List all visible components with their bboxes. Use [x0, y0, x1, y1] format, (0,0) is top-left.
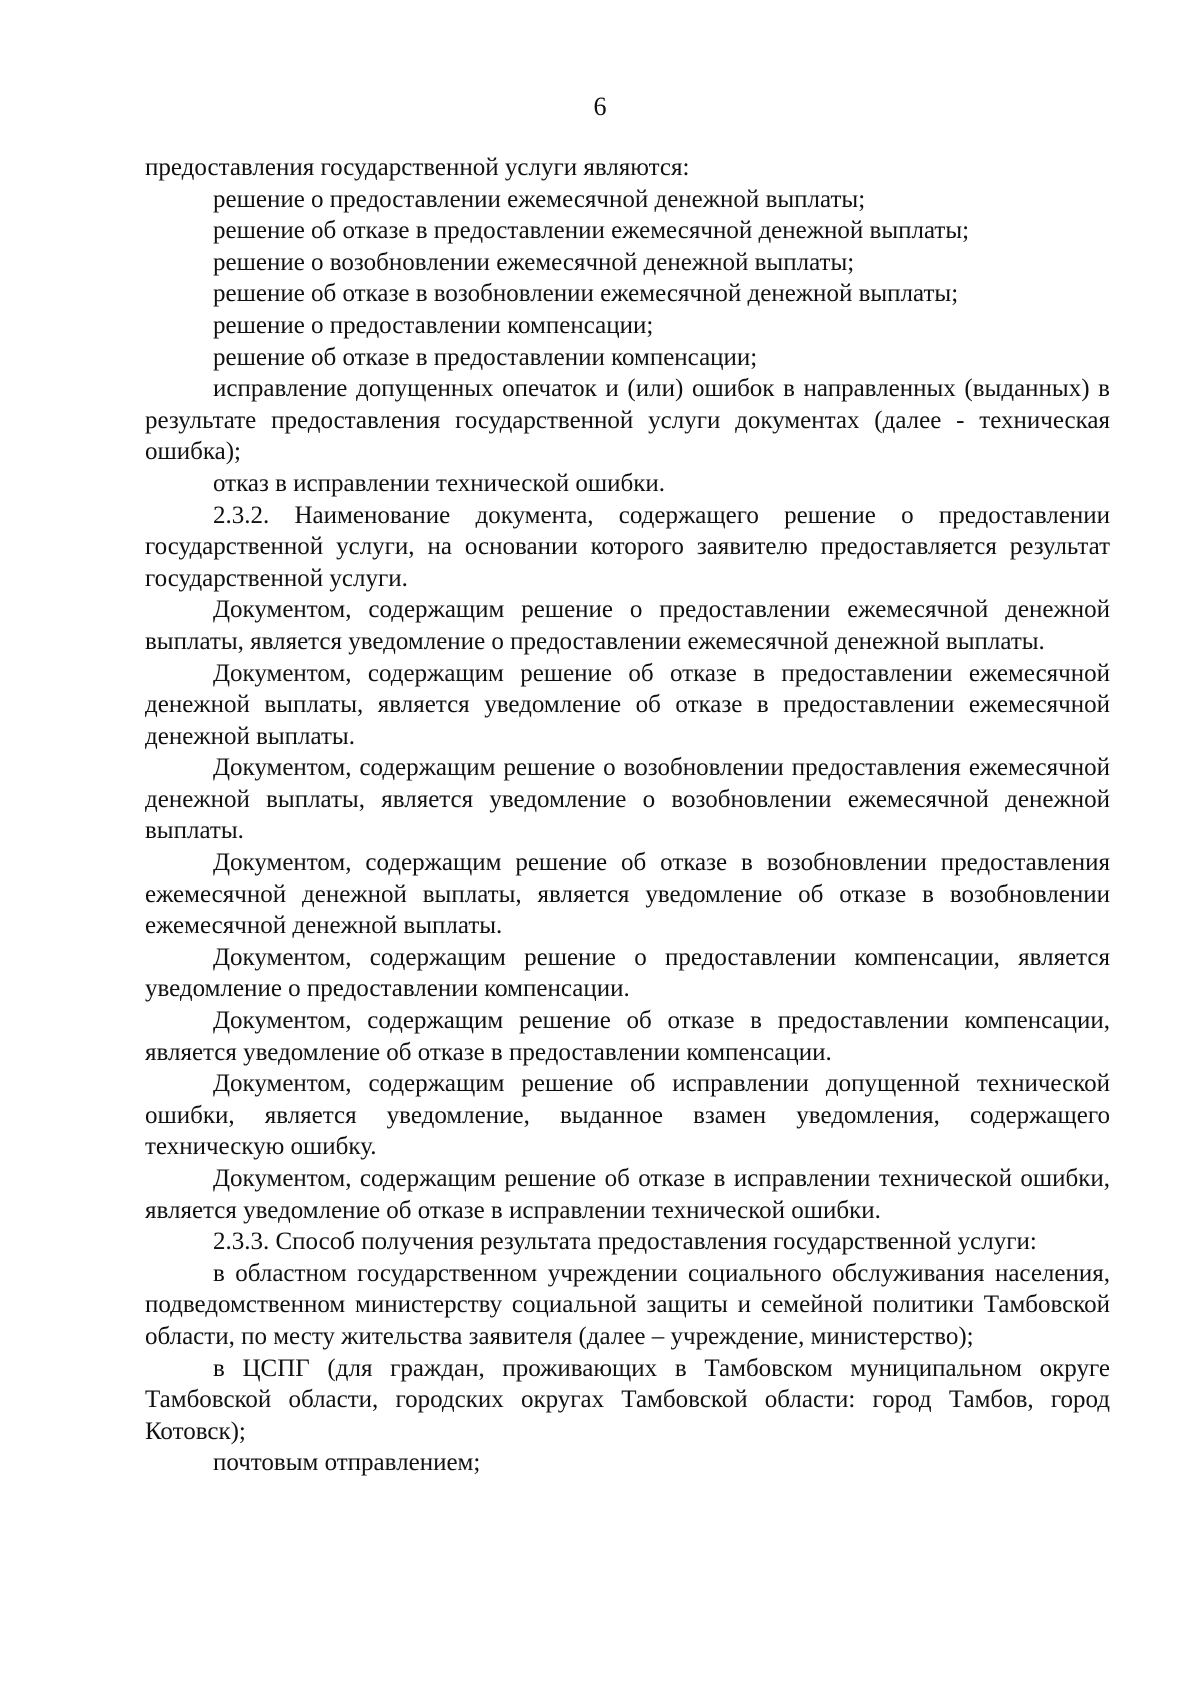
paragraph: Документом, содержащим решение об отказе в предоставлении ежемесячной денежной выплаты, является уведомление об отказе в предоставлении ежемесячной денежной выплаты.: [145, 659, 1110, 750]
paragraph: Документом, содержащим решение об отказе в предоставлении компенсации, является уведомление об отказе в предоставлении компенсации.: [145, 1007, 1110, 1066]
list-item: отказ в исправлении технической ошибки.: [213, 469, 665, 497]
section-heading: 2.3.2. Наименование документа, содержащего решение о предоставлении государственной услуги, на основании которого заявителю предоставляется результат государственной услуги.: [145, 501, 1110, 592]
list-item: в ЦСПГ (для граждан, проживающих в Тамбовском муниципальном округе Тамбовской области, городских округах Тамбовской области: город Тамбов, город Котовск);: [145, 1354, 1110, 1445]
document-body: [145, 152, 1110, 1479]
list-item: почтовым отправлением;: [213, 1449, 481, 1477]
paragraph: Документом, содержащим решение об отказе в возобновлении предоставления ежемесячной денежной выплаты, является уведомление об отказе в возобновлении ежемесячной денежной выплаты.: [145, 849, 1110, 940]
list-item: решение о возобновлении ежемесячной денежной выплаты;: [213, 248, 855, 276]
paragraph: предоставления государственной услуги являются:: [145, 154, 690, 181]
paragraph: Документом, содержащим решение о возобновлении предоставления ежемесячной денежной выплаты, является уведомление о возобновлении ежемесячной денежной выплаты.: [145, 754, 1110, 845]
paragraph: Документом, содержащим решение о предоставлении компенсации, является уведомление о предоставлении компенсации.: [145, 943, 1110, 1003]
list-item: исправление допущенных опечаток и (или) ошибок в направленных (выданных) в результате предоставления государственной услуги документах (далее - техническая ошибка);: [145, 375, 1110, 466]
page-number: 6: [593, 92, 607, 121]
paragraph: Документом, содержащим решение об отказе в исправлении технической ошибки, является уведомление об отказе в исправлении технической ошибки.: [145, 1165, 1110, 1224]
paragraph: Документом, содержащим решение об исправлении допущенной технической ошибки, является уведомление, выданное взамен уведомления, содержащего техническую ошибку.: [145, 1070, 1110, 1161]
list-item: решение об отказе в предоставлении ежемесячной денежной выплаты;: [213, 217, 970, 245]
section-heading: 2.3.3. Способ получения результата предоставления государственной услуги:: [213, 1228, 1037, 1256]
list-item: решение о предоставлении компенсации;: [213, 311, 654, 339]
list-item: решение о предоставлении ежемесячной денежной выплаты;: [213, 185, 866, 213]
list-item: решение об отказе в возобновлении ежемесячной денежной выплаты;: [213, 280, 959, 308]
list-item: решение об отказе в предоставлении компенсации;: [213, 343, 758, 371]
list-item: в областном государственном учреждении социального обслуживания населения, подведомственном министерству социальной защиты и семейной политики Тамбовской области, по месту жительства заявителя (далее – учреждение, министерство);: [145, 1259, 1110, 1350]
paragraph: Документом, содержащим решение о предоставлении ежемесячной денежной выплаты, является уведомление о предоставлении ежемесячной денежной выплаты.: [145, 596, 1110, 655]
